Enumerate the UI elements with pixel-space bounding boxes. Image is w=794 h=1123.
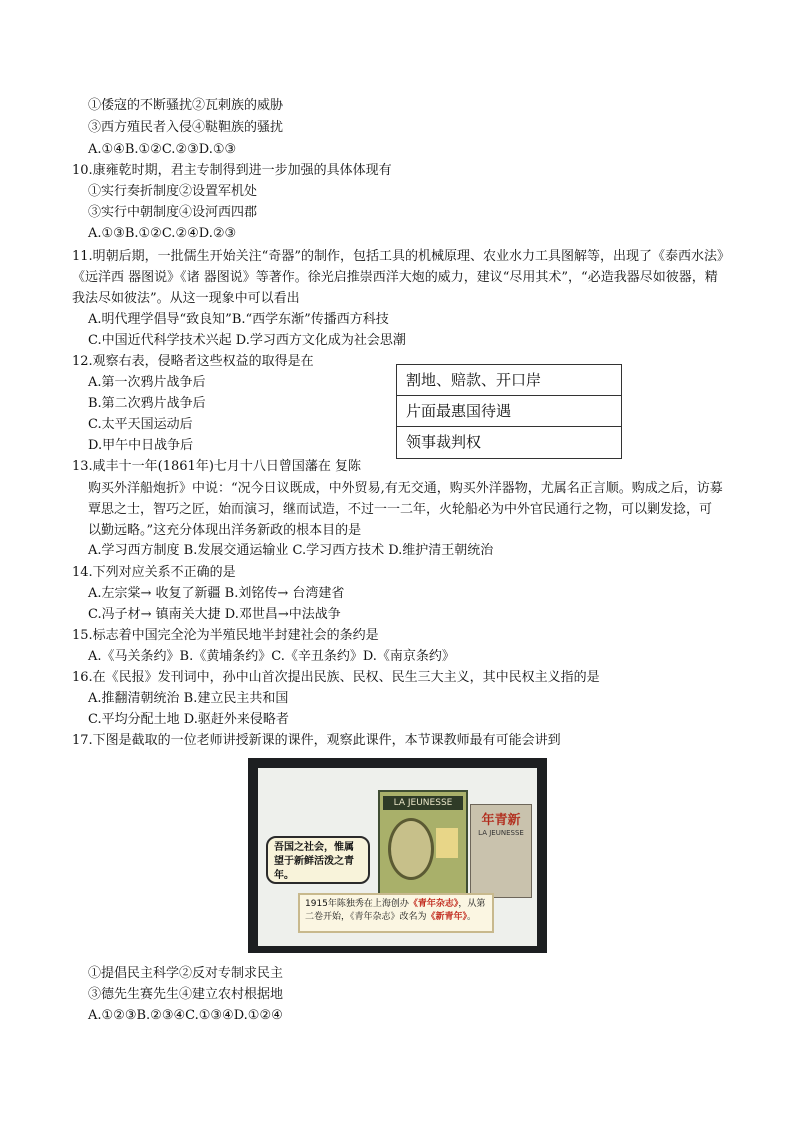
q17-option-line-2: ③德先生赛先生④建立农村根据地 [88,987,284,1002]
q9-option-line-2: ③西方殖民者入侵④鞑靼族的骚扰 [88,120,284,135]
q14-choices-2: C.冯子材→ 镇南关大捷 D.邓世昌→中法战争 [88,607,341,622]
q12-option-d: D.甲午中日战争后 [88,438,194,453]
q16-choices-1: A.推翻清朝统治 B.建立民主共和国 [88,691,289,706]
q12-option-c: C.太平天国运动后 [88,417,193,432]
portrait-image [388,818,434,880]
table-row: 片面最惠国待遇 [397,396,621,427]
magazine-cover-qingnian [378,790,468,898]
q15-stem: 15.标志着中国完全沦为半殖民地半封建社会的条约是 [72,628,379,643]
q14-stem: 14.下列对应关系不正确的是 [72,565,236,580]
table-row: 领事裁判权 [406,433,482,451]
magazine-cover-xinqingnian [470,804,532,898]
q9-option-line-1: ①倭寇的不断骚扰②瓦剌族的威胁 [88,98,284,113]
slide-caption [298,893,494,933]
q14-choices-1: A.左宗棠→ 收复了新疆 B.刘铭传→ 台湾建省 [88,586,345,601]
q16-choices-2: C.平均分配土地 D.驱赶外来侵略者 [88,712,289,727]
q10-stem: 10.康雍乾时期，君主专制得到进一步加强的具体体现有 [72,163,392,178]
q10-choices: A.①③B.①②C.②④D.②③ [88,226,237,241]
q10-option-line-1: ①实行奏折制度②设置军机处 [88,184,258,199]
rights-table [396,364,622,459]
q9-choices: A.①④B.①②C.②③D.①③ [88,142,237,157]
q16-stem: 16.在《民报》发刊词中，孙中山首次提出民族、民权、民生三大主义，其中民权主义指的是 [72,670,600,685]
caption-text: ，从第二卷开始，《青年杂志》改名为 [305,899,486,922]
q11-choices-2: C.中国近代科学技术兴起 D.学习西方文化成为社会思潮 [88,333,406,348]
caption-highlight: 《青年杂志》 [408,899,459,909]
q15-choices: A.《马关条约》B.《黄埔条约》C.《辛丑条约》D.《南京条约》 [88,649,455,664]
caption-text: 1915年陈独秀在上海创办 [305,899,409,909]
magazine-cover-title: 年青新 [481,813,521,828]
q17-stem: 17.下图是截取的一位老师讲授新课的课件，观察此课件，本节课教师最有可能会讲到 [72,733,561,748]
q11-stem: 11.明朝后期，一批儒生开始关注“奇器”的制作，包括工具的机械原理、农业水力工具图解等，出现了《泰西水法》《远洋西 器图说》《诸 器图说》等著作。徐光启推崇西洋大炮的威力，建议“尽用其术”，“必造我器尽如彼器，精我法尽如彼法”。从这一现象中可以看出 [72,249,724,306]
q11-choices-1: A.明代理学倡导“致良知”B.“西学东渐”传播西方科技 [88,312,389,327]
caption-highlight: 《新青年》 [426,912,468,922]
q17-choices: A.①②③B.②③④C.①③④D.①②④ [88,1008,283,1023]
cover-label-block [436,828,458,858]
q12-option-a: A.第一次鸦片战争后 [88,375,206,390]
q17-option-line-1: ①提倡民主科学②反对专制求民主 [88,966,284,981]
q13-stem-1: 13.咸丰十一年(1861年)七月十八日曾国藩在 复陈 [72,459,362,474]
q12-option-b: B.第二次鸦片战争后 [88,396,206,411]
magazine-cover-subtitle: LA JEUNESSE [478,829,524,837]
table-row: 割地、赔款、开口岸 [397,365,621,396]
q10-option-line-2: ③实行中朝制度④设河西四郡 [88,205,258,220]
q13-choices: A.学习西方制度 B.发展交通运输业 C.学习西方技术 D.维护清王朝统治 [88,543,494,558]
caption-text: 。 [467,912,477,922]
q12-stem: 12.观察右表，侵略者这些权益的取得是在 [72,354,314,369]
quote-bubble: 吾国之社会，惟属望于新鲜活泼之青年。 [266,836,370,884]
magazine-cover-title: LA JEUNESSE [383,796,463,810]
q13-stem-2: 购买外洋船炮折》中说：“况今日议既成，中外贸易,有无交通，购买外洋器物，尤属名正言顺。购成之后，访募覃思之士，智巧之匠，始而演习，继而试造，不过一一二年，火轮船必为中外官民通行之物，可以剿发捻，可以勤远略。”这充分体现出洋务新政的根本目的是 [88,481,723,538]
courseware-photo [248,758,547,953]
courseware-slide [258,768,537,946]
